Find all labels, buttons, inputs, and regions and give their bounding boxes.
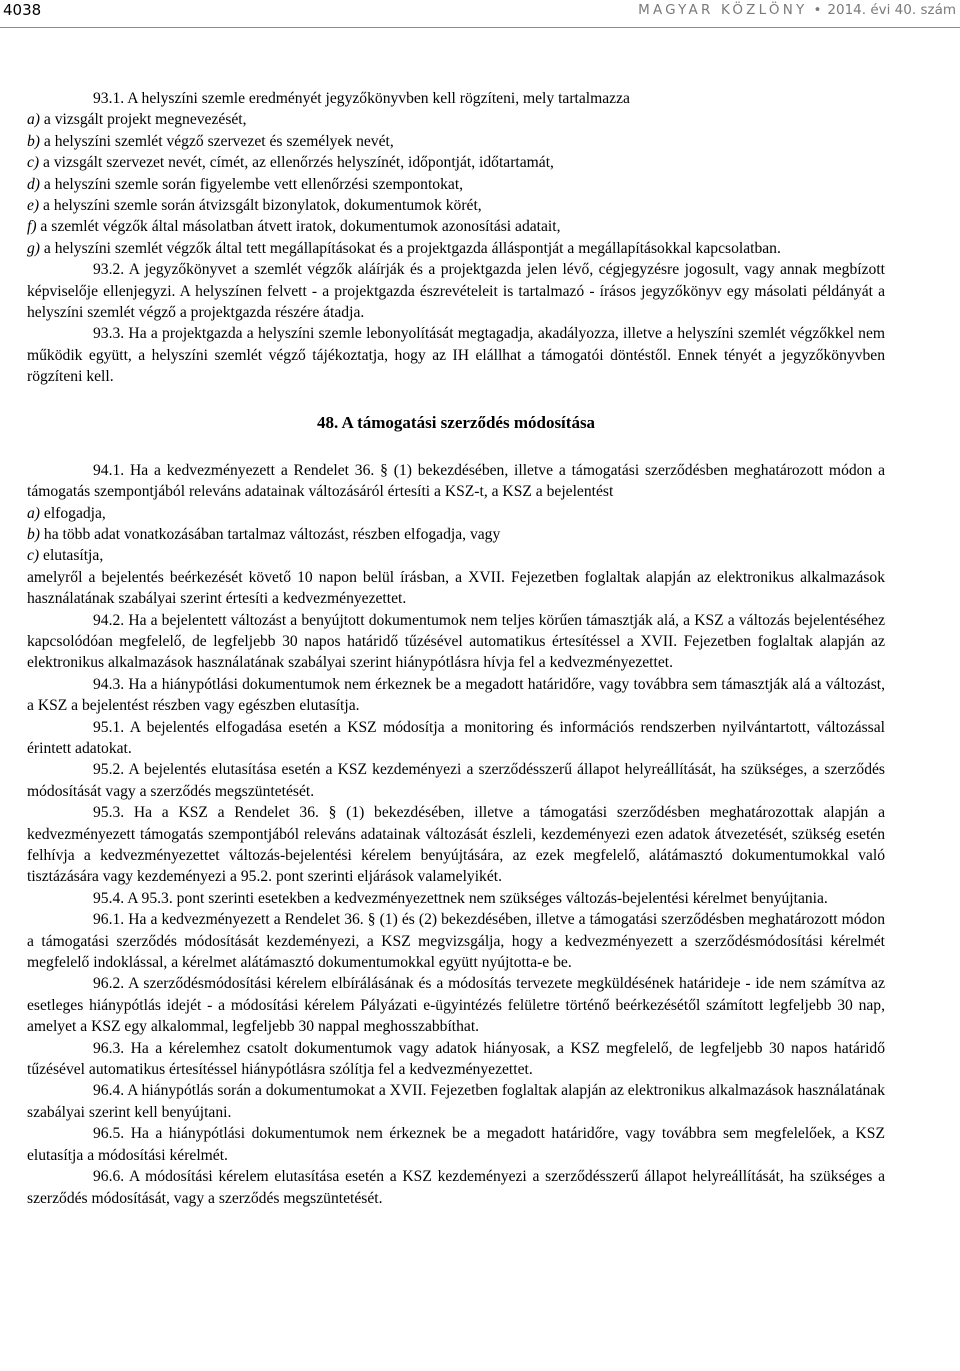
journal-title: MAGYAR KÖZLÖNY	[638, 2, 808, 18]
list-item-94-b: b) ha több adat vonatkozásában tartalmaz változást, részben elfogadja, vagy	[27, 525, 501, 543]
page-header	[0, 0, 960, 30]
paragraph-96-1: 96.1. Ha a kedvezményezett a Rendelet 36. § (1) és (2) bekezdésében, illetve a támogatási szerződésben meghatározott módon a támogatási szerződés módosítását kezdeményezi, a KSZ megvizsgálja, hogy a kedvezményezett a szerződésmódosítási kérelmét megfelelő indoklással, a kérelmet alátámasztó dokumentumokkal együtt nyújtotta-e be.	[27, 911, 885, 972]
paragraph-95-4: 95.4. A 95.3. pont szerinti esetekben a kedvezményezettnek nem szükséges változás-bejelentési kérelmet benyújtania.	[93, 889, 828, 907]
paragraph-96-2: 96.2. A szerződésmódosítási kérelem elbírálásának és a módosítás tervezete megküldésének határideje - ide nem számítva az esetleges hiánypótlás idejét - a módosítási kérelem Pályázati e-ügyintézés felületre történő beérkezésétől számított legfeljebb 30 nap, amelyet a KSZ egy alkalommal, legfeljebb 30 nappal meghosszabbíthat.	[27, 975, 885, 1036]
paragraph-94-3: 94.3. Ha a hiánypótlási dokumentumok nem érkeznek be a megadott határidőre, vagy továbbra sem támasztják alá a változást, a KSZ a bejelentést részben vagy egészben elutasítja.	[27, 675, 885, 715]
paragraph-95-1: 95.1. A bejelentés elfogadása esetén a KSZ módosítja a monitoring és információs rendszerben nyilvántartott, változással érintett adatokat.	[27, 718, 885, 757]
paragraph-94-2: 94.2. Ha a bejelentett változást a benyújtott dokumentumok nem teljes körűen támasztják alá, a KSZ a változás bejelentéséhez kapcsolódóan megfelelő, de legfeljebb 30 napos határidő tűzésével automatikus értesítéssel a XVII. Fejezetben foglaltak alapján az elektronikus alkalmazások használatának szabályai szerint hiánypótlásra hívja fel a kedvezményezettet.	[27, 611, 885, 672]
section-heading: 48. A támogatási szerződés módosítása	[316, 412, 596, 432]
header-divider	[0, 27, 960, 28]
issue-label: 2014. évi 40. szám	[827, 2, 956, 18]
paragraph-95-2: 95.2. A bejelentés elutasítása esetén a KSZ kezdeményezi a szerződésszerű állapot helyreállítását, ha szükséges, a szerződés módosítását vagy a szerződés megszüntetését.	[27, 761, 885, 800]
list-item-94-a: a) elfogadja,	[27, 504, 106, 522]
paragraph-96-6: 96.6. A módosítási kérelem elutasítása esetén a KSZ kezdeményezi a szerződésszerű állapot helyreállítását, ha szükséges a szerződés módosítását, vagy a szerződés megszüntetését.	[27, 1168, 885, 1207]
list-item-a: a) a vizsgált projekt megnevezését,	[27, 111, 247, 129]
journal-info	[638, 0, 956, 20]
paragraph-96-4: 96.4. A hiánypótlás során a dokumentumokat a XVII. Fejezetben foglaltak alapján az elektronikus alkalmazások használatának szabályai szerint kell benyújtani.	[27, 1082, 885, 1121]
paragraph-94-1: 94.1. Ha a kedvezményezett a Rendelet 36. § (1) bekezdésében, illetve a támogatási szerződésben meghatározott módon a támogatás szempontjából releváns adatainak változásáról értesíti a KSZ-t, a KSZ a bejelentést	[27, 461, 885, 501]
paragraph-96-5: 96.5. Ha a hiánypótlási dokumentumok nem érkeznek be a megadott határidőre, vagy továbbra sem megfelelőek, a KSZ elutasítja a módosítási kérelmét.	[27, 1125, 885, 1164]
list-item-d: d) a helyszíni szemle során figyelembe vett ellenőrzési szempontokat,	[27, 175, 464, 193]
paragraph-93-2: 93.2. A jegyzőkönyvet a szemlét végzők aláírják és a projektgazda jelen lévő, cégjegyzésre jogosult, vagy annak megbízott képviselője ellenjegyzi. A helyszínen felvett - a projektgazda észrevételeit is tartalmazó - írásos jegyzőkönyv egy másolati példányát a helyszíni szemlét végző a projektgazda részére átadja.	[27, 261, 885, 322]
paragraph-96-3: 96.3. Ha a kérelemhez csatolt dokumentumok vagy adatok hiányosak, a KSZ megfelelő, de legfeljebb 30 napos határidő tűzésével automatikus értesítéssel hiánypótlásra szólítja fel a kedvezményezettet.	[27, 1039, 885, 1079]
paragraph-93-1: 93.1. A helyszíni szemle eredményét jegyzőkönyvben kell rögzíteni, mely tartalmazza	[93, 90, 630, 107]
list-item-c: c) a vizsgált szervezet nevét, címét, az ellenőrzés helyszínét, időpontját, időtartamát,	[27, 154, 554, 172]
paragraph-94-1-end: amelyről a bejelentés beérkezését követő 10 napon belül írásban, a XVII. Fejezetben foglaltak alapján az elektronikus alkalmazások használatának szabályai szerint értesíti a kedvezményezettet.	[27, 568, 885, 608]
paragraph-95-3: 95.3. Ha a KSZ a Rendelet 36. § (1) bekezdésében, illetve a támogatási szerződésben meghatározottak alapján a kedvezményezett támogatás szempontjából releváns adatainak változását észleli, kezdeményezi ezen adatok átvezetését, szükség esetén felhívja a kedvezményezettet változás-bejelentési kérelem benyújtására, az ezek megfelelő, alátámasztó dokumentumokkal való tisztázására vagy kezdeményezi a 95.2. pont szerinti eljárások valamelyikét.	[27, 804, 885, 886]
list-item-b: b) a helyszíni szemlét végző szervezet és személyek nevét,	[27, 132, 394, 150]
separator-dot: •	[813, 2, 822, 18]
page-number: 4038	[3, 1, 42, 19]
list-item-g: g) a helyszíni szemlét végzők által tett megállapításokat és a projektgazda álláspontját a megállapításokkal kapcsolatban.	[27, 239, 781, 257]
list-item-94-c: c) elutasítja,	[27, 547, 104, 565]
list-item-e: e) a helyszíni szemle során átvizsgált bizonylatok, dokumentumok körét,	[27, 197, 482, 215]
document-body	[27, 88, 885, 1209]
list-item-f: f) a szemlét végzők által másolatban átvett iratok, dokumentumok azonosítási adatait,	[27, 218, 561, 236]
paragraph-93-3: 93.3. Ha a projektgazda a helyszíni szemle lebonyolítását megtagadja, akadályozza, illetve a helyszíni szemlét végzőkkel nem működik együtt, a helyszíni szemlét végző tájékoztatja, hogy az IH elállhat a támogatói döntéstől. Ennek tényét a jegyzőkönyvben rögzíteni kell.	[27, 325, 885, 386]
